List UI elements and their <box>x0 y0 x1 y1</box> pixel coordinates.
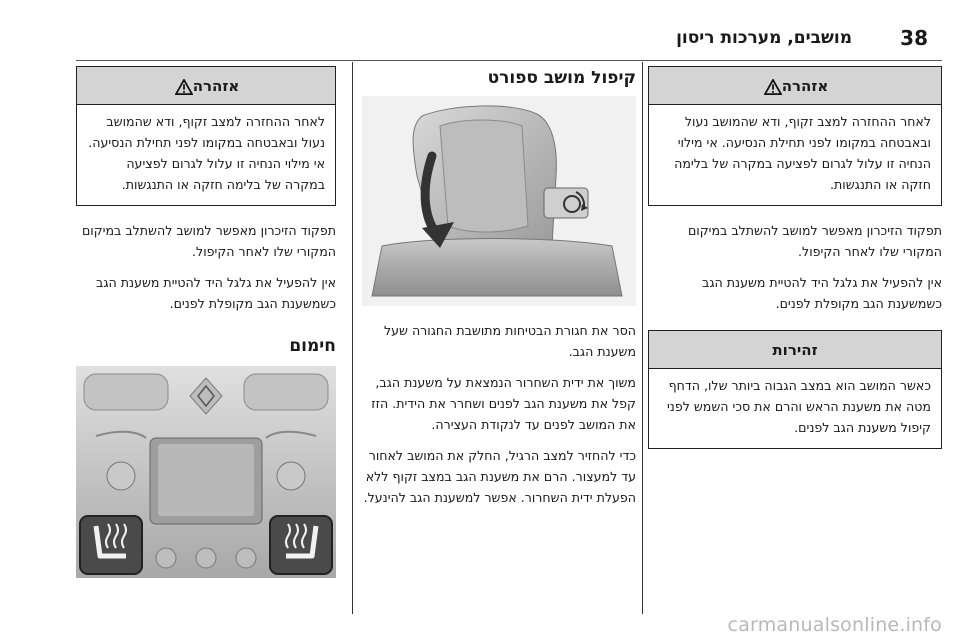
watermark: carmanualsonline.info <box>727 614 942 636</box>
column-divider-left <box>352 62 353 614</box>
memory-function-paragraph: תפקוד הזיכרון מאפשר למושב להשתלב במיקום המקורי שלו לאחר הקיפול. <box>687 223 942 259</box>
page-number: 38 <box>900 26 928 50</box>
caution-box-text: כאשר המושב הוא במצב הגבוה ביותר שלו, הדחף מטה את משענת הראש והרם את סכי השמש לפני קיפול משענת הגב לפנים. <box>666 378 931 435</box>
handwheel-paragraph-left: אין להפעיל את גלגל היד להטיית משענת הגב כשמשענת הגב מקופלת לפנים. <box>96 275 336 311</box>
seat-fold-figure <box>362 96 636 306</box>
warning-box-left-title: אזהרה <box>192 77 240 95</box>
warning-triangle-icon <box>175 79 193 95</box>
heated-seat-figure <box>76 366 336 578</box>
caution-box <box>648 330 942 449</box>
warning-box-header <box>649 67 941 105</box>
sport-seat-folding-heading: קיפול מושב ספורט <box>487 68 636 88</box>
warning-box-text: לאחר ההחזרה למצב זקוף, ודא שהמושב נעול ובאבטחה במקומו לפני תחילת הנסיעה. אי מילוי הנחיה זו עלול לגרום לפציעה במקרה של בלימה חזקה או התנגשות. <box>674 114 931 192</box>
warning-box-left-text: לאחר ההחזרה למצב זקוף, ודא שהמושב נעול ובאבטחה במקומו לפני תחילת הנסיעה. אי מילוי הנחיה זו עלול לגרום לפציעה במקרה של בלימה חזקה או התנגשות. <box>88 114 325 192</box>
caution-box-title: זהירות <box>772 341 818 359</box>
pull-lever-paragraph: משוך את ידית השחרור הנמצאת על משענת הגב, קפל את משענת הגב לפנים ושחרר את הידית. הזז את המושב לפנים עד לנקודת העצירה. <box>371 375 636 432</box>
return-position-paragraph: כדי להחזיר למצב הרגיל, החלק את המושב לאחור עד למעצור. הרם את משענת הגב במצב זקוף ללא הפעלת ידית השחרור. אפשר למשענת הגב להינעל. <box>363 448 636 505</box>
warning-triangle-icon <box>764 79 782 95</box>
heating-heading: חימום <box>289 336 336 356</box>
seat-fold-illustration-icon <box>362 96 636 306</box>
middle-column <box>362 66 636 508</box>
memory-function-paragraph-left: תפקוד הזיכרון מאפשר למושב להשתלב במיקום המקורי שלו לאחר הקיפול. <box>81 223 336 259</box>
page-header <box>76 26 942 58</box>
left-column <box>76 66 336 578</box>
column-divider-right <box>642 62 643 614</box>
warning-box-left <box>76 66 336 206</box>
chapter-title: מושבים, מערכות ריסון <box>676 28 852 48</box>
remove-belt-paragraph: הסר את חגורת הבטיחות מתושבת החגורה שעל משענת הגב. <box>383 323 636 359</box>
heated-seat-button-right <box>270 516 332 574</box>
handwheel-paragraph: אין להפעיל את גלגל היד להטיית משענת הגב כשמשענת הגב מקופלת לפנים. <box>702 275 942 311</box>
warning-box-title: אזהרה <box>781 77 829 95</box>
header-divider <box>76 60 942 61</box>
heated-seat-button-left <box>80 516 142 574</box>
warning-box <box>648 66 942 206</box>
right-column <box>648 66 942 449</box>
dashboard-heated-seat-buttons-icon <box>76 366 336 578</box>
caution-box-header <box>649 331 941 369</box>
warning-box-left-header <box>77 67 335 105</box>
